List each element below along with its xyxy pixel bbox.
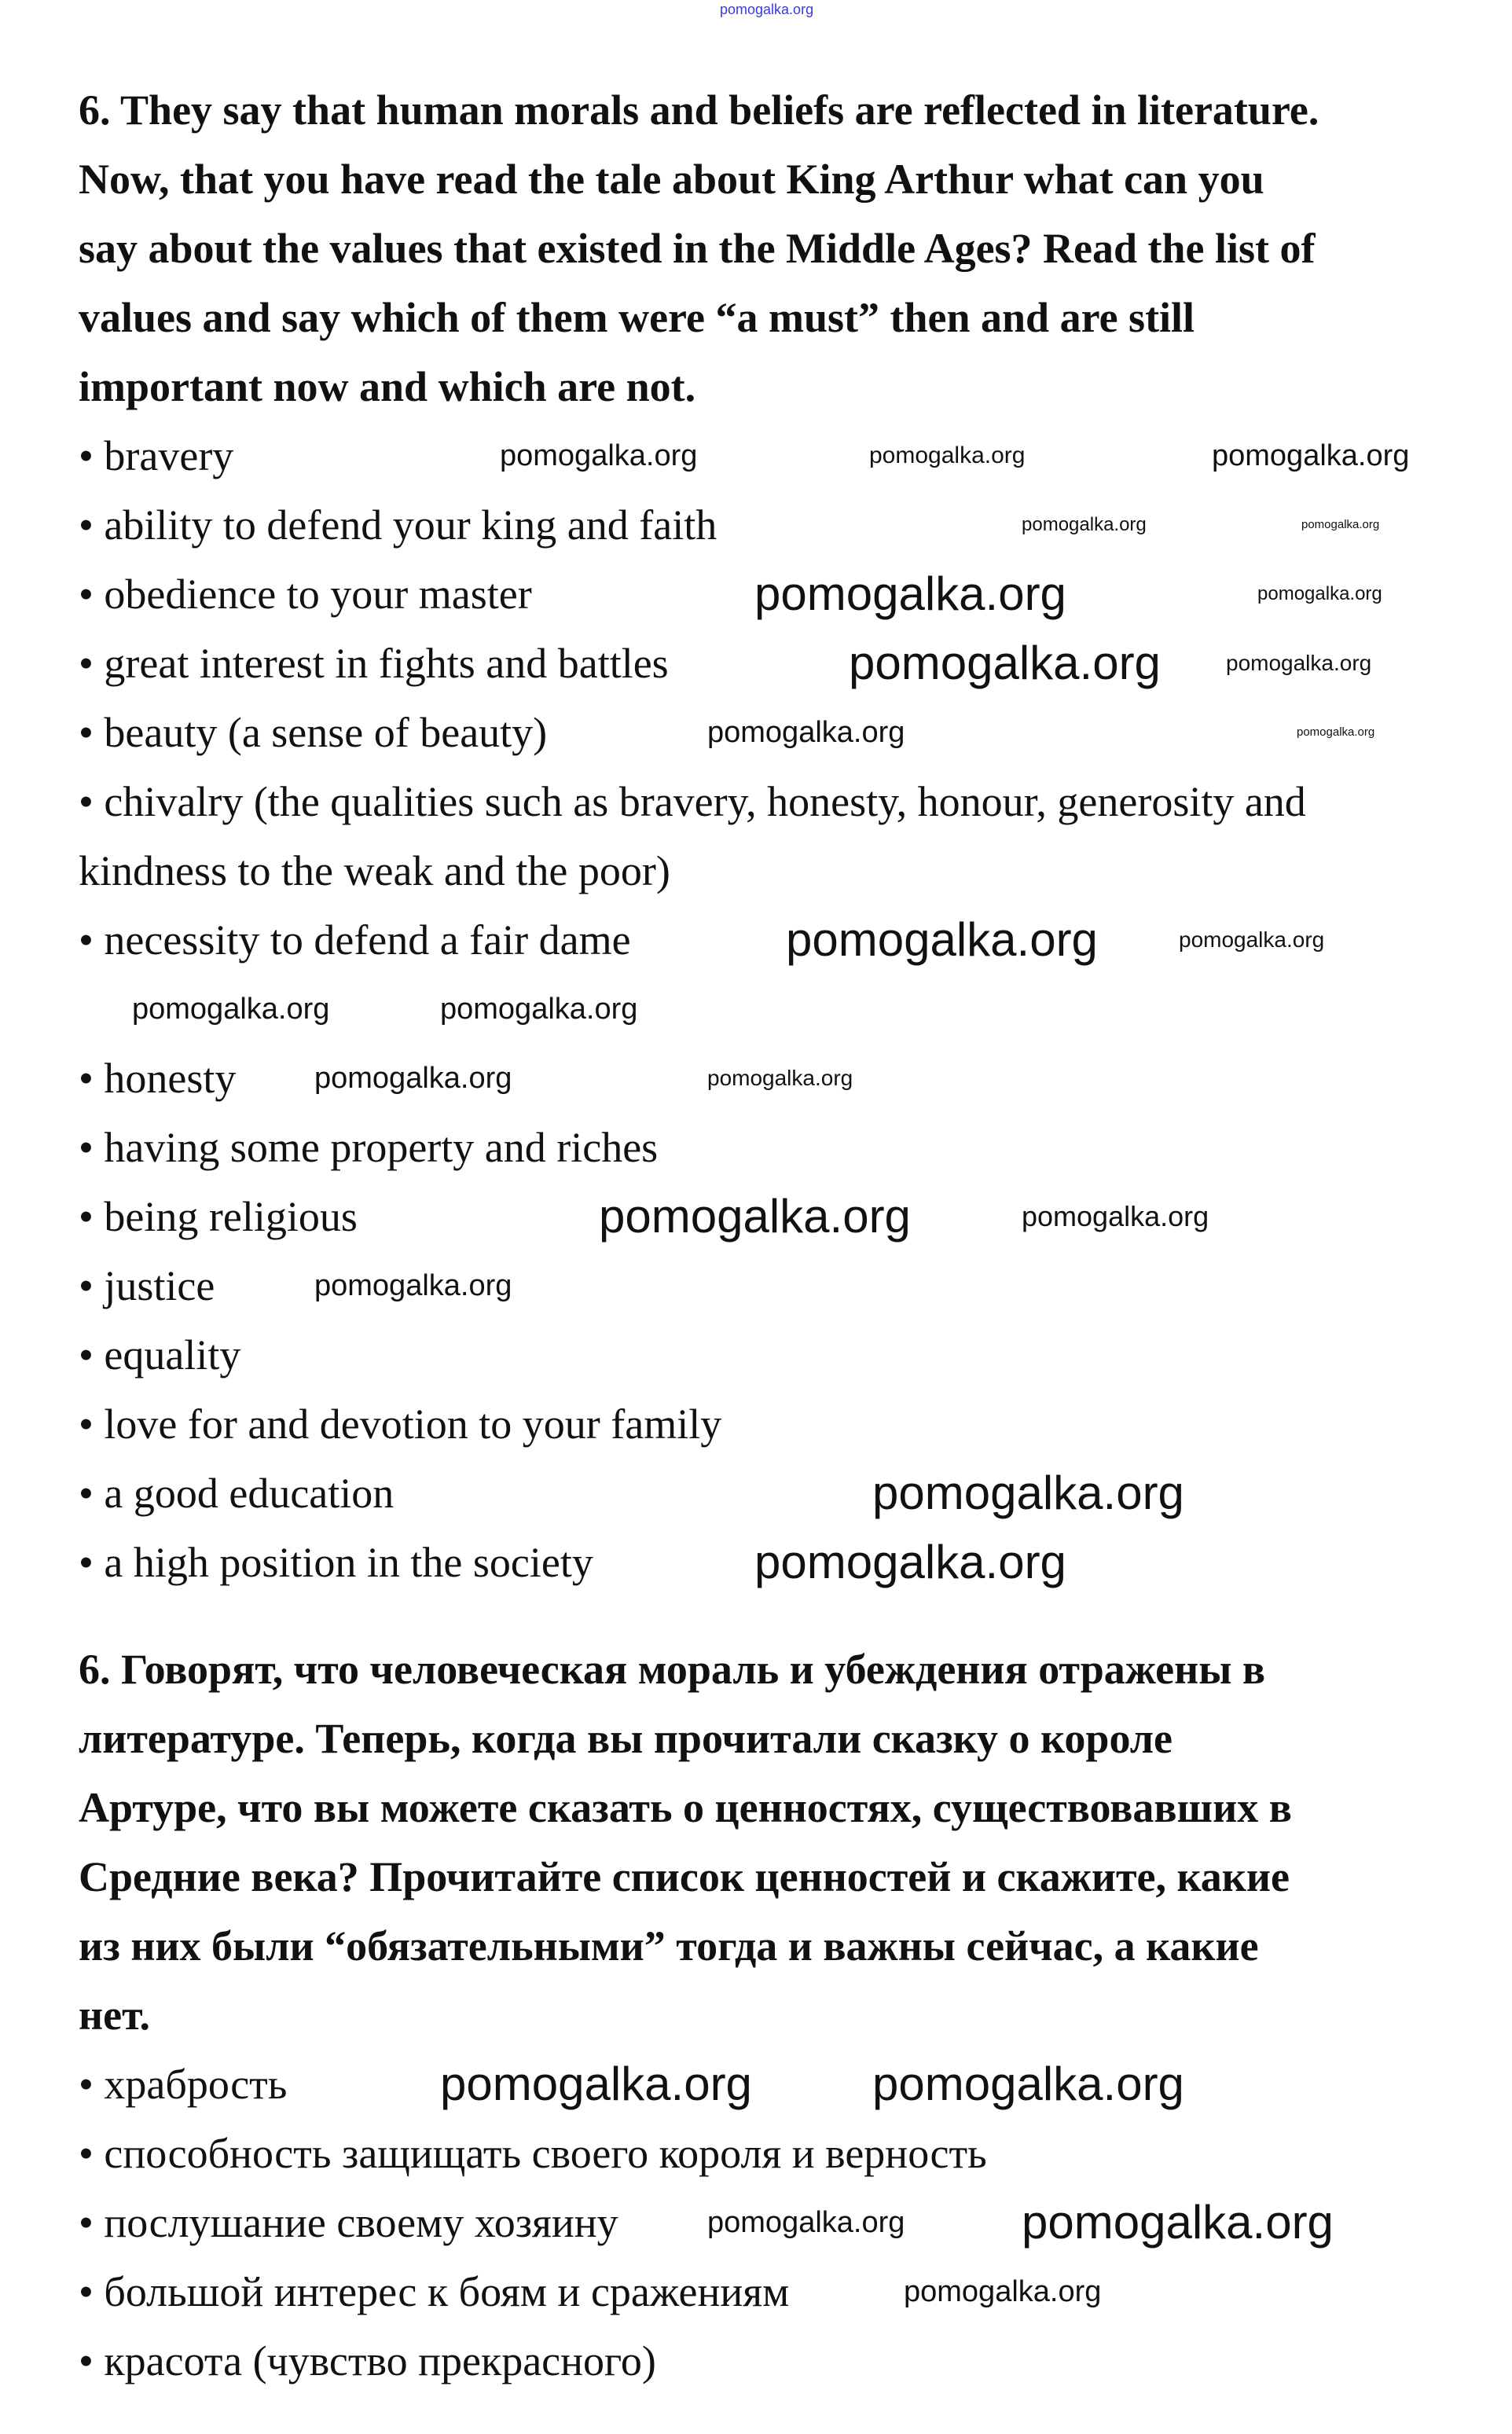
watermark: pomogalka.org: [872, 1467, 1184, 1519]
list-item: • necessity to defend a fair dame: [79, 916, 631, 964]
list-item: • having some property and riches: [79, 1124, 659, 1171]
watermark: pomogalka.org: [1226, 651, 1372, 675]
list-item: • honesty: [79, 1055, 237, 1102]
watermark: pomogalka.org: [707, 716, 905, 749]
list-item: • bravery: [79, 432, 234, 479]
watermark: pomogalka.org: [904, 2275, 1102, 2308]
question-line: values and say which of them were “a must” then and are still: [79, 294, 1195, 341]
watermark: pomogalka.org: [849, 637, 1161, 689]
list-item: • храбрость: [79, 2061, 288, 2108]
watermark: pomogalka.org: [1179, 927, 1325, 952]
list-item: • ability to defend your king and faith: [79, 501, 717, 549]
question-line: литературе. Теперь, когда вы прочитали сказку о короле: [79, 1715, 1173, 1762]
list-item: • chivalry (the qualities such as bravery, honesty, honour, generosity and: [79, 778, 1306, 825]
question-line: Средние века? Прочитайте список ценностей и скажите, какие: [79, 1853, 1290, 1900]
watermark: pomogalka.org: [599, 1190, 911, 1243]
watermark: pomogalka.org: [1297, 725, 1375, 739]
watermark: pomogalka.org: [132, 993, 330, 1026]
header-watermark: pomogalka.org: [720, 2, 814, 17]
watermark: pomogalka.org: [314, 1062, 512, 1095]
question-line: Артуре, что вы можете сказать о ценностях, существовавших в: [79, 1784, 1292, 1831]
watermark: pomogalka.org: [1257, 583, 1382, 604]
question-line: important now and which are not.: [79, 363, 696, 410]
watermark: pomogalka.org: [1301, 518, 1380, 531]
watermark: pomogalka.org: [754, 1536, 1066, 1588]
watermark: pomogalka.org: [1022, 1200, 1209, 1232]
watermark: pomogalka.org: [440, 2058, 752, 2110]
watermark: pomogalka.org: [707, 2206, 905, 2239]
question-line: 6. Говорят, что человеческая мораль и убеждения отражены в: [79, 1646, 1266, 1693]
list-item: • great interest in fights and battles: [79, 640, 669, 687]
question-line: из них были “обязательными” тогда и важны сейчас, а какие: [79, 1922, 1259, 1970]
watermark: pomogalka.org: [754, 567, 1066, 620]
list-item: • красота (чувство прекрасного): [79, 2337, 656, 2384]
list-item: • способность защищать своего короля и верность: [79, 2130, 987, 2177]
list-item: • a high position in the society: [79, 1539, 593, 1586]
watermark: pomogalka.org: [1212, 439, 1410, 472]
question-line: 6. They say that human morals and beliefs are reflected in literature.: [79, 86, 1319, 134]
watermark: pomogalka.org: [1022, 514, 1147, 535]
list-item: • equality: [79, 1331, 241, 1379]
watermark: pomogalka.org: [500, 439, 698, 472]
watermark: pomogalka.org: [1022, 2196, 1334, 2249]
question-line: Now, that you have read the tale about King Arthur what can you: [79, 156, 1264, 203]
watermark: pomogalka.org: [440, 993, 638, 1026]
watermark: pomogalka.org: [869, 442, 1026, 468]
question-line: say about the values that existed in the Middle Ages? Read the list of: [79, 225, 1316, 272]
list-item: • being religious: [79, 1193, 358, 1240]
list-item: • beauty (a sense of beauty): [79, 709, 548, 756]
list-item: • love for and devotion to your family: [79, 1401, 722, 1448]
question-line: нет.: [79, 1992, 151, 2039]
list-item: • justice: [79, 1262, 215, 1309]
list-item: • большой интерес к боям и сражениям: [79, 2268, 790, 2315]
list-item: • a good education: [79, 1470, 395, 1517]
list-item: • послушание своему хозяину: [79, 2199, 618, 2246]
watermark: pomogalka.org: [314, 1269, 512, 1302]
watermark: pomogalka.org: [786, 913, 1098, 966]
list-item-continuation: kindness to the weak and the poor): [79, 847, 670, 894]
watermark: pomogalka.org: [707, 1066, 853, 1090]
list-item: • obedience to your master: [79, 571, 532, 618]
watermark: pomogalka.org: [872, 2058, 1184, 2110]
